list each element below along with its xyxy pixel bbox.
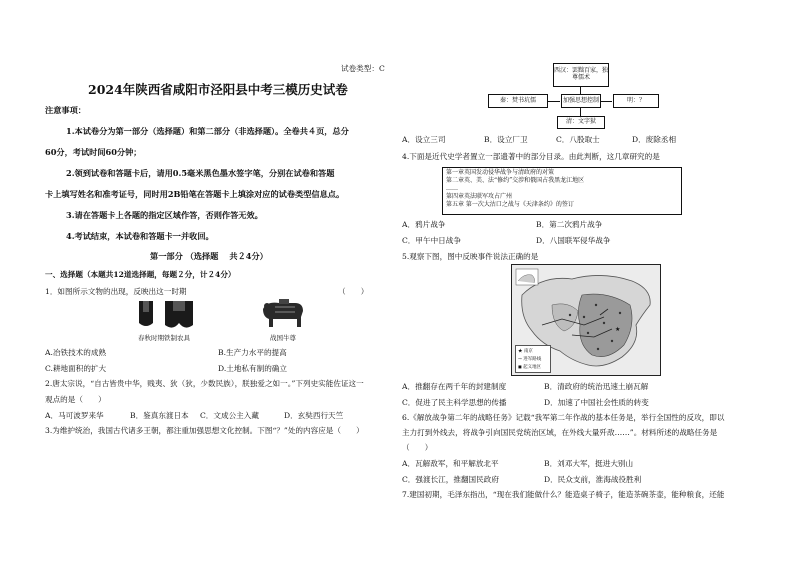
diagram-top-box: 西汉：罢黜百家，独尊儒术 bbox=[553, 63, 609, 87]
q6-option-c[interactable]: C．强渡长江，推翻国民政府 bbox=[402, 475, 499, 484]
q5-stem: 5.观察下图，图中反映事件说法正确的是 bbox=[402, 252, 539, 261]
q2-stem-line1: 2.唐太宗说，“自古皆贵中华，贱夷、狄（狄，少数民族），朕独爱之如一。”下列史实能佐证这一 bbox=[45, 379, 364, 388]
q3-option-c[interactable]: C．八股取士 bbox=[556, 135, 600, 144]
exam-type: 试卷类型：C bbox=[341, 64, 385, 73]
q2-option-d[interactable]: D．玄奘西行天竺 bbox=[284, 411, 344, 420]
q1-stem: 1．如图所示文物的出现，反映出这一时期 bbox=[45, 287, 187, 296]
q3-option-a[interactable]: A．设立三司 bbox=[402, 135, 446, 144]
section-heading: 一、选择题（本题共12道选择题，每题２分，计２4分） bbox=[45, 270, 236, 279]
notes-heading: 注意事项： bbox=[45, 105, 86, 115]
note-line: 卡上填写姓名和准考证号，同时用2B铅笔在答题卡上填涂对应的试卷类型信息点。 bbox=[45, 189, 345, 199]
q4-table-row: 第五章 第一次大沽口之战与《天津条约》的签订 bbox=[446, 201, 574, 209]
q6-stem-line2: 主力打到外线去，将战争引向国民党统治区域，在外线大量歼敌……”。材料所述的战略任务是 bbox=[402, 428, 718, 437]
bronze-ox-image bbox=[257, 297, 307, 331]
q6-option-a[interactable]: A．瓦解敌军，和平解放北平 bbox=[402, 459, 499, 468]
q3-option-b[interactable]: B．设立厂卫 bbox=[484, 135, 528, 144]
q3-stem: 3.为维护统治，我国古代诸多王朝，都注重加强思想文化控制。下图“？”处的内容应是（ ） bbox=[45, 426, 364, 435]
q5-option-a[interactable]: A．推翻存在两千年的封建制度 bbox=[402, 382, 507, 391]
q5-option-c[interactable]: C．促进了民主科学思想的传播 bbox=[402, 398, 507, 407]
diagram-connector bbox=[548, 101, 560, 102]
q4-table-row: …… bbox=[446, 185, 458, 193]
diagram-center-box: 加强思想控制 bbox=[561, 94, 601, 108]
q4-table-row: 第一章英国发动侵华战争与清政府的对策 bbox=[446, 169, 555, 176]
q6-option-b[interactable]: B．刘邓大军，挺进大别山 bbox=[544, 459, 634, 468]
q6-stem-line1: 6.《解放战争第二年的战略任务》记载“我军第二年作战的基本任务是，举行全国性的反攻，即以 bbox=[402, 413, 725, 422]
q1-option-a[interactable]: A.冶铁技术的成熟 bbox=[45, 348, 107, 357]
q6-option-d[interactable]: D．民众支前，淮海战役胜利 bbox=[544, 475, 642, 484]
map-legend-item: → 进军路线 bbox=[518, 357, 542, 362]
q4-table-row: 第四章英法联军攻占广州 bbox=[446, 193, 513, 201]
q2-stem-line2: 观点的是（ ） bbox=[45, 395, 106, 404]
q1-option-c[interactable]: C.耕地面积的扩大 bbox=[45, 364, 107, 373]
svg-text:★: ★ bbox=[615, 326, 621, 333]
diagram-right-box: 明：？ bbox=[613, 94, 659, 108]
q4-table-row: 第二章英、美、法“修约”交涉和俄国占我黑龙江地区 bbox=[446, 177, 585, 185]
q1-image2-caption: 战国牛尊 bbox=[270, 334, 296, 342]
q5-option-d[interactable]: D．加速了中国社会性质的转变 bbox=[544, 398, 649, 407]
q7-stem-line1: 7.建国初期，毛泽东指出，“现在我们能做什么？能造桌子椅子，能造茶碗茶壶，能种粮食，还能 bbox=[402, 490, 725, 499]
diagram-left-box: 秦：焚书坑儒 bbox=[488, 94, 548, 108]
note-line: 1.本试卷分为第一部分（选择题）和第二部分（非选择题）。全卷共４页，总分 bbox=[66, 126, 349, 136]
q2-option-c[interactable]: C．文成公主入藏 bbox=[200, 411, 259, 420]
page-title: 2024年陕西省咸阳市泾阳县中考三模历史试卷 bbox=[88, 82, 348, 97]
q6-stem-line3: （ ） bbox=[402, 443, 433, 452]
q5-map bbox=[511, 264, 661, 376]
q4-option-c[interactable]: C．甲午中日战争 bbox=[402, 236, 461, 245]
q2-option-a[interactable]: A．马可波罗来华 bbox=[45, 411, 104, 420]
q4-option-a[interactable]: A．鸦片战争 bbox=[402, 220, 446, 229]
q5-option-b[interactable]: B．清政府的统治迅速土崩瓦解 bbox=[544, 382, 649, 391]
q1-image1-caption: 春秋时期铁制农具 bbox=[138, 334, 190, 342]
map-legend-item: ◼ 起义地区 bbox=[518, 365, 542, 370]
q4-stem: 4.下面是近代史学者置立一部遗著中的部分目录。由此判断，这几章研究的是 bbox=[402, 152, 660, 161]
q4-option-d[interactable]: D．八国联军侵华战争 bbox=[536, 236, 611, 245]
q2-option-b[interactable]: B．鉴真东渡日本 bbox=[130, 411, 189, 420]
diagram-bottom-box: 清：文字狱 bbox=[557, 116, 605, 129]
q1-option-b[interactable]: B.生产力水平的提高 bbox=[218, 348, 287, 357]
part1-heading: 第一部分 （选择题 共２4分） bbox=[150, 251, 268, 261]
map-legend bbox=[515, 345, 551, 373]
note-line: 2.领到试卷和答题卡后，请用0.5毫米黑色墨水签字笔，分别在试卷和答题 bbox=[66, 168, 335, 178]
q3-option-d[interactable]: D．废除丞相 bbox=[632, 135, 677, 144]
iron-tools-image bbox=[135, 297, 205, 331]
q4-option-b[interactable]: B．第二次鸦片战争 bbox=[536, 220, 603, 229]
map-legend-item: ★ 南京 bbox=[518, 349, 533, 354]
q4-contents-table bbox=[442, 167, 682, 215]
note-line: 60分，考试时间60分钟； bbox=[45, 147, 142, 157]
note-line: 4.考试结束，本试卷和答题卡一并收回。 bbox=[66, 231, 214, 241]
note-line: 3.请在答题卡上各题的指定区域作答，否则作答无效。 bbox=[66, 210, 263, 220]
q1-blank: （ ） bbox=[338, 287, 369, 296]
diagram-connector bbox=[600, 101, 612, 102]
q1-option-d[interactable]: D.土地私有制的确立 bbox=[218, 364, 287, 373]
